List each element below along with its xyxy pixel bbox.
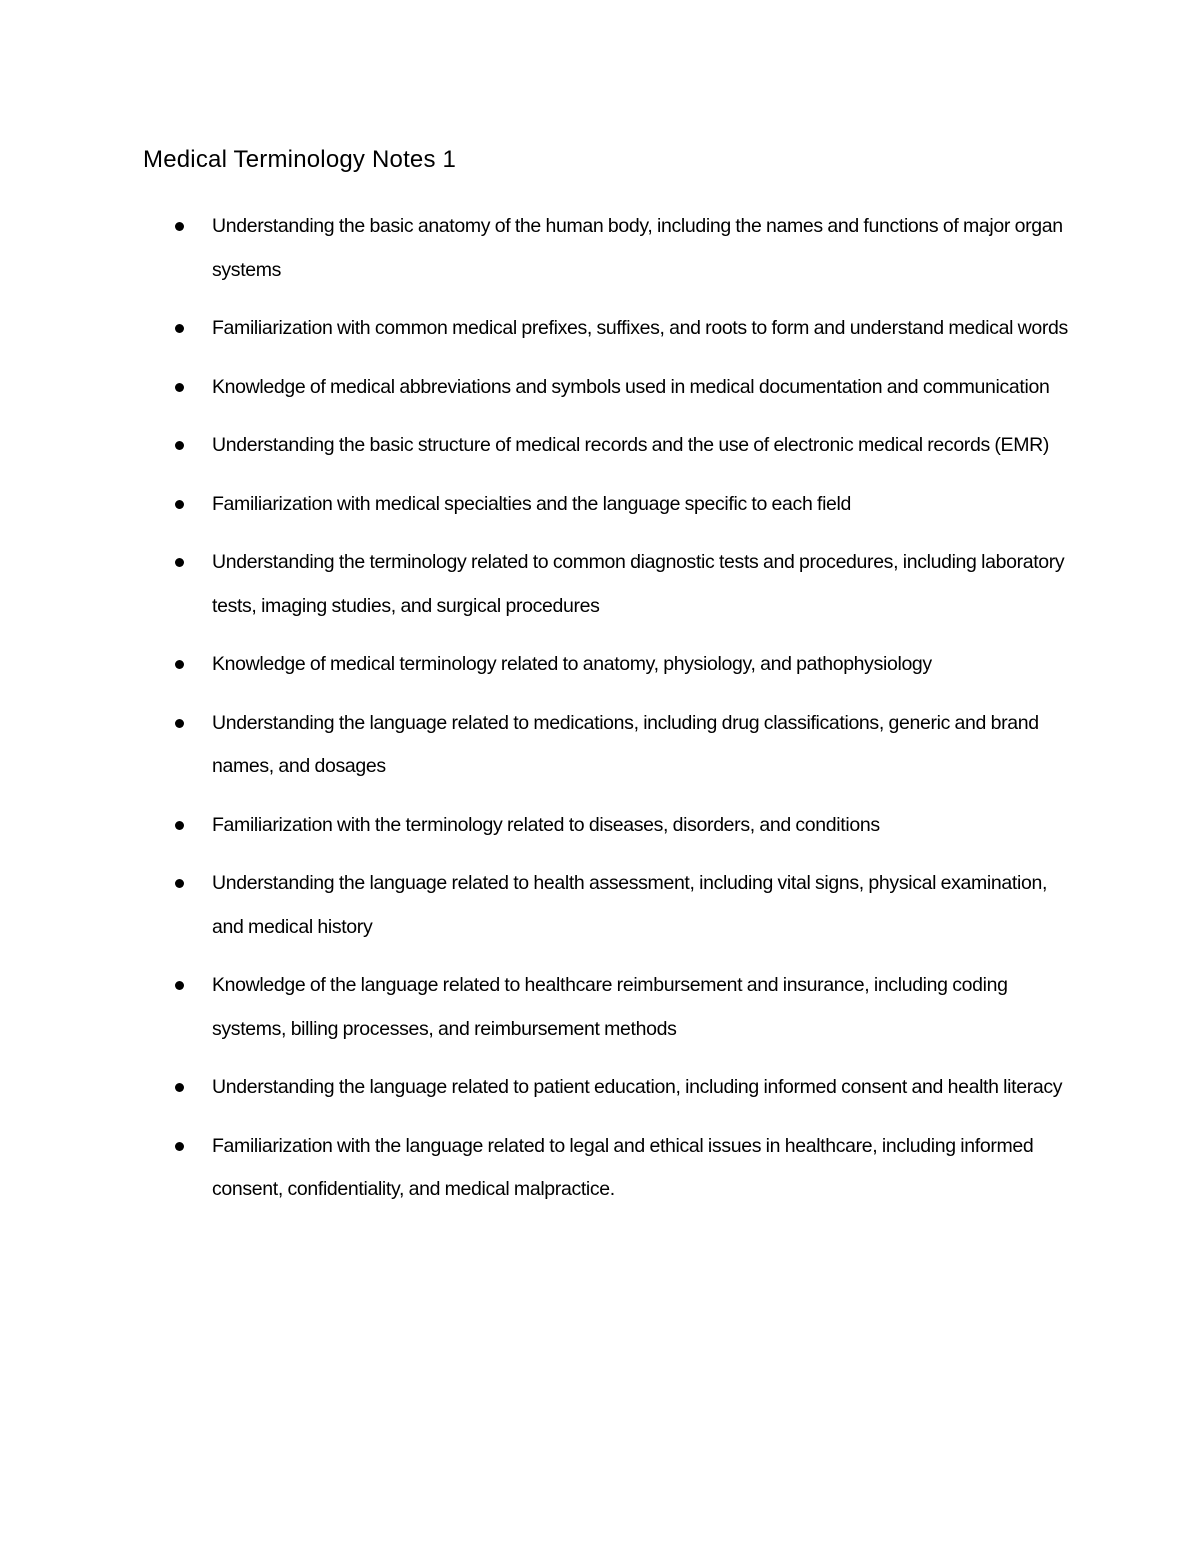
list-item (0, 643, 1200, 687)
list-item-text: Understanding the terminology related to common diagnostic tests and procedures, including laboratory tests, imaging studies, and surgical procedures (212, 551, 1065, 617)
bullet-icon (175, 981, 184, 990)
list-item-text: Understanding the language related to medications, including drug classifications, generic and brand names, and dosages (212, 711, 1039, 777)
list-item-text: Understanding the basic structure of medical records and the use of electronic medical records (EMR) (212, 434, 1049, 456)
bullet-icon (175, 558, 184, 567)
list-item (0, 483, 1200, 527)
bullet-icon (175, 500, 184, 509)
list-item-text: Familiarization with medical specialties and the language specific to each field (212, 492, 852, 515)
list-item (0, 862, 1200, 949)
list-item (0, 804, 1200, 848)
bullet-icon (175, 660, 184, 669)
bullet-icon (175, 383, 184, 392)
list-item (0, 205, 1200, 292)
bullet-icon (175, 719, 184, 728)
bullet-icon (175, 222, 184, 231)
bullet-icon (175, 324, 184, 333)
notes-list (0, 205, 1200, 1227)
list-item-text: Knowledge of medical terminology related to anatomy, physiology, and pathophysiology (212, 653, 932, 675)
list-item (0, 366, 1200, 410)
list-item (0, 702, 1200, 789)
bullet-icon (175, 441, 184, 450)
bullet-icon (175, 821, 184, 830)
list-item-text: Understanding the language related to patient education, including informed consent and health literacy (212, 1076, 1063, 1098)
list-item (0, 1125, 1200, 1212)
list-item (0, 307, 1200, 351)
list-item (0, 541, 1200, 628)
list-item-text: Familiarization with the language related to legal and ethical issues in healthcare, including informed consent, confidentiality, and medical malpractice. (212, 1134, 1034, 1200)
list-item-text: Familiarization with common medical prefixes, suffixes, and roots to form and understand medical words (212, 317, 1068, 339)
list-item-text: Understanding the language related to health assessment, including vital signs, physical examination, and medical history (212, 872, 1048, 938)
bullet-icon (175, 1083, 184, 1092)
list-item-text: Understanding the basic anatomy of the human body, including the names and functions of major organ systems (212, 215, 1063, 281)
list-item (0, 424, 1200, 468)
bullet-icon (175, 1142, 184, 1151)
list-item-text: Knowledge of the language related to healthcare reimbursement and insurance, including coding systems, billing processes, and reimbursement methods (212, 974, 1008, 1040)
list-item-text: Familiarization with the terminology related to diseases, disorders, and conditions (212, 813, 880, 836)
list-item-text: Knowledge of medical abbreviations and symbols used in medical documentation and communication (212, 375, 1050, 398)
list-item (0, 964, 1200, 1051)
bullet-icon (175, 879, 184, 888)
page-title: Medical Terminology Notes 1 (143, 146, 457, 173)
list-item (0, 1066, 1200, 1110)
